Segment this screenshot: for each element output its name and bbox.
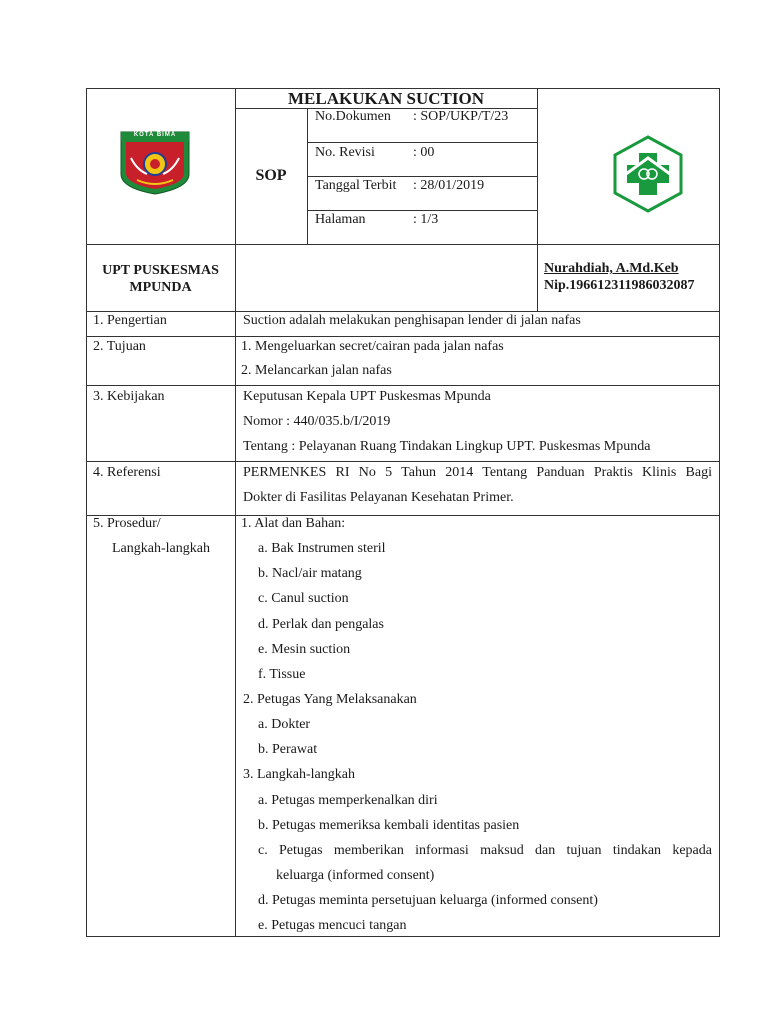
meta-value-halaman: : 1/3	[413, 212, 439, 227]
langkah-item-c-line-1: c. Petugas memberikan informasi maksud dan tujuan tindakan kepada	[258, 843, 712, 858]
signer-nip: Nip.196612311986032087	[544, 278, 695, 293]
meta-label-tanggal: Tanggal Terbit	[315, 178, 397, 193]
org-name-line1: UPT PUSKESMAS	[102, 263, 219, 278]
kebijakan-line-2: Nomor : 440/035.b/I/2019	[243, 414, 391, 429]
puskesmas-logo	[610, 134, 686, 214]
label-langkah: Langkah-langkah	[112, 541, 210, 556]
org-name-line2: MPUNDA	[129, 280, 192, 295]
langkah-item-e: e. Petugas mencuci tangan	[258, 918, 407, 933]
alat-heading: 1. Alat dan Bahan:	[241, 516, 346, 531]
petugas-heading: 2. Petugas Yang Melaksanakan	[243, 692, 417, 707]
meta-value-tanggal: : 28/01/2019	[413, 178, 485, 193]
meta-value-revisi: : 00	[413, 145, 435, 160]
meta-value-dokumen: : SOP/UKP/T/23	[413, 109, 509, 124]
label-referensi: 4. Referensi	[93, 465, 161, 480]
langkah-item-b: b. Petugas memeriksa kembali identitas pasien	[258, 818, 520, 833]
pengertian-text: Suction adalah melakukan penghisapan lender di jalan nafas	[243, 313, 581, 328]
alat-item-f: f. Tissue	[258, 667, 306, 682]
label-kebijakan: 3. Kebijakan	[93, 389, 165, 404]
referensi-line-1: PERMENKES RI No 5 Tahun 2014 Tentang Panduan Praktis Klinis Bagi	[243, 465, 712, 480]
logo-text: KOTA BIMA	[133, 132, 177, 138]
page-title: MELAKUKAN SUCTION	[288, 89, 484, 108]
kebijakan-line-3: Tentang : Pelayanan Ruang Tindakan Lingkup UPT. Puskesmas Mpunda	[243, 439, 651, 454]
langkah-item-c-line-2: keluarga (informed consent)	[276, 868, 435, 883]
label-prosedur: 5. Prosedur/	[93, 516, 161, 531]
kebijakan-line-1: Keputusan Kepala UPT Puskesmas Mpunda	[243, 389, 491, 404]
tujuan-item-1: 1. Mengeluarkan secret/cairan pada jalan nafas	[241, 339, 504, 354]
meta-label-dokumen: No.Dokumen	[315, 109, 391, 124]
label-pengertian: 1. Pengertian	[93, 313, 167, 328]
petugas-item-a: a. Dokter	[258, 717, 311, 732]
langkah-item-a: a. Petugas memperkenalkan diri	[258, 793, 438, 808]
alat-item-c: c. Canul suction	[258, 591, 349, 606]
label-tujuan: 2. Tujuan	[93, 339, 146, 354]
alat-item-d: d. Perlak dan pengalas	[258, 617, 384, 632]
referensi-line-2: Dokter di Fasilitas Pelayanan Kesehatan Primer.	[243, 490, 514, 505]
petugas-item-b: b. Perawat	[258, 742, 318, 757]
kota-bima-logo	[117, 130, 193, 196]
tujuan-item-2: 2. Melancarkan jalan nafas	[241, 363, 392, 378]
meta-label-revisi: No. Revisi	[315, 145, 375, 160]
alat-item-a: a. Bak Instrumen steril	[258, 541, 386, 556]
alat-item-e: e. Mesin suction	[258, 642, 351, 657]
signer-name: Nurahdiah, A.Md.Keb	[544, 261, 679, 276]
alat-item-b: b. Nacl/air matang	[258, 566, 362, 581]
sop-label: SOP	[255, 167, 287, 184]
meta-label-halaman: Halaman	[315, 212, 366, 227]
langkah-item-d: d. Petugas meminta persetujuan keluarga (informed consent)	[258, 893, 598, 908]
langkah-heading: 3. Langkah-langkah	[243, 767, 355, 782]
